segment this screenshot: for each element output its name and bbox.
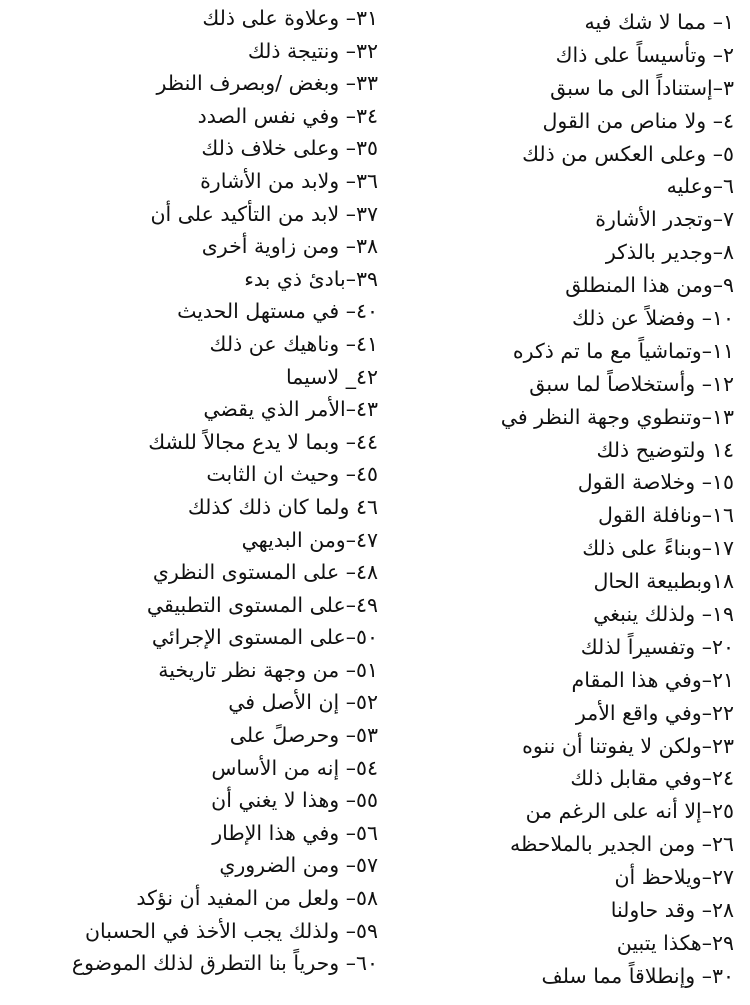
list-item: ١١–وتماشياً مع ما تم ذكره [512,338,734,363]
list-item: ٥٣– وحرصلً على [229,723,378,748]
right-column [394,6,734,993]
list-item: ٥– وعلى العكس من ذلك [522,141,734,166]
list-item: ١٩– ولذلك ينبغي [593,602,734,627]
list-item: ١٦–ونافلة القول [597,503,734,528]
list-item: ٥٩– ولذلك يجب الأخذ في الحسبان [84,918,378,943]
list-item: ٤٠– في مستهل الحديث [177,299,378,324]
list-item: ٢٧–ويلاحظ أن [614,865,734,890]
list-item: ٣٠– وإنطلاقاً مما سلف [541,963,734,988]
list-item: ٦٠– وحرياً بنا التطرق لذلك الموضوع [71,951,378,976]
list-item: ٣٤– وفي نفس الصدد [197,103,378,128]
list-item: ٢٨– وقد حاولنا [610,898,734,923]
list-item: ٣٦– ولابد من الأشارة [200,168,378,193]
list-item: ٣٧– لابد من التأكيد على أن [150,201,378,226]
list-item: ٢٤–وفي مقابل ذلك [570,766,734,791]
list-item: ٤– ولا مناص من القول [542,108,734,133]
list-item: ٢١–وفي هذا المقام [571,667,734,692]
list-item: ٣٨– ومن زاوية أخرى [201,234,378,259]
list-item: ٤٢_ لاسيما [286,364,378,389]
list-item: ١٠– وفضلاً عن ذلك [571,306,734,331]
left-column [6,2,378,980]
list-item: ٢٢–وفي واقع الأمر [575,700,734,725]
list-item: ٥٦– وفي هذا الإطار [212,820,378,845]
list-item: ٥٠–على المستوى الإجرائي [151,625,378,650]
list-item: ٣٢– ونتيجة ذلك [247,38,378,63]
list-item: ٤١– وناهيك عن ذلك [209,331,378,356]
list-item: ٣–إستناداً الى ما سبق [550,75,734,100]
list-item: ٤٦ ولما كان ذلك كذلك [187,494,378,519]
list-item: ٢٥–إلا أنه على الرغم من [525,799,734,824]
list-item: ٦–وعليه [666,174,734,199]
list-item: ٣٥– وعلى خلاف ذلك [201,136,378,161]
list-item: ٥٥– وهذا لا يغني أن [211,788,378,813]
list-item: ١٨وبطبيعة الحال [593,569,734,594]
list-item: ٤٥– وحيث ان الثابت [206,462,378,487]
list-item: ٤٧–ومن البديهي [241,527,378,552]
list-item: ٧–وتجدر الأشارة [595,207,734,232]
list-item: ٤٩–على المستوى التطبيقي [146,592,378,617]
list-item: ١٧–وبناءً على ذلك [582,536,734,561]
list-item: ٩–ومن هذا المنطلق [565,273,734,298]
list-item: ٥٢– إن الأصل في [228,690,378,715]
list-item: ٢٣–ولكن لا يفوتنا أن ننوه [522,733,734,758]
list-item: ٤٨– على المستوى النظري [152,560,378,585]
list-item: ٤٤– وبما لا يدع مجالاً للشك [148,429,378,454]
list-item: ٢٩–هكذا يتبين [616,930,734,955]
list-item: ١٢– وأستخلاصاً لما سبق [529,371,734,396]
list-item: ١٣–وتنطوي وجهة النظر في [500,404,734,429]
list-item: ٢٠– وتفسيراً لذلك [580,634,734,659]
list-item: ٣١– وعلاوة على ذلك [202,6,378,30]
list-item: ١٤ ولتوضيح ذلك [596,437,734,462]
list-item: ٣٣– وبغض /وبصرف النظر [156,71,378,96]
list-item: ٢– وتأسيساً على ذاك [555,42,734,67]
list-item: ٤٣–الأمر الذي يقضي [203,397,378,422]
list-item: ١٥– وخلاصة القول [577,470,734,495]
list-item: ٢٦– ومن الجدير بالملاحظه [509,832,734,857]
list-item: ٥٤– إنه من الأساس [211,755,378,780]
list-item: ٣٩–بادئ ذي بدء [244,266,378,291]
list-item: ٥٨– ولعل من المفيد أن نؤكد [136,886,378,911]
list-item: ١– مما لا شك فيه [584,10,734,34]
list-item: ٥٧– ومن الضروري [219,853,378,878]
list-item: ٨–وجدير بالذكر [605,240,734,265]
list-item: ٥١– من وجهة نظر تاريخية [158,657,378,682]
